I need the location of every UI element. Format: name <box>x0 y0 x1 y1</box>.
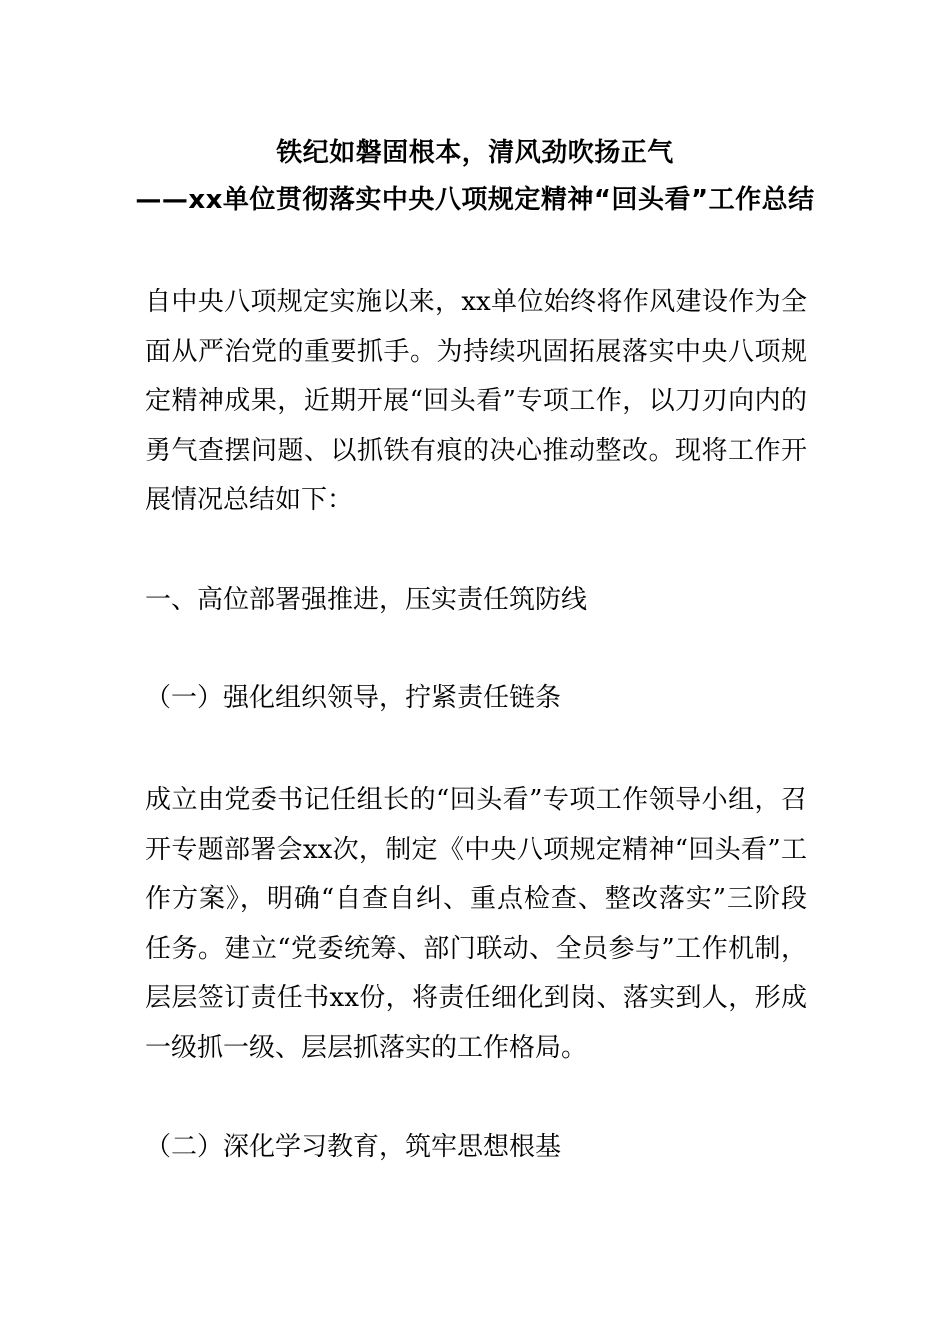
subsection-heading-1: （一）强化组织领导，拧紧责任链条 <box>145 683 562 713</box>
body-paragraph-1: 成立由党委书记任组长的“回头看”专项工作领导小组，召开专题部署会xx次，制定《中央八项规定精神“回头看”工作方案》，明确“自查自纠、重点检查、整改落实”三阶段任务。建立“党委统筹、部门联动、全员参与”工作机制，层层签订责任书xx份，将责任细化到岗、落实到人，形成一级抓一级、层层抓落实的工作格局。 <box>145 785 807 1063</box>
subsection-heading-2: （二）深化学习教育，筑牢思想根基 <box>145 1132 562 1162</box>
intro-paragraph: 自中央八项规定实施以来，xx单位始终将作风建设作为全面从严治党的重要抓手。为持续巩固拓展落实中央八项规定精神成果，近期开展“回头看”专项工作，以刀刃向内的勇气查摆问题、以抓铁有痕的决心推动整改。现将工作开展情况总结如下： <box>145 287 807 515</box>
document-subtitle: ——xx单位贯彻落实中央八项规定精神“回头看”工作总结 <box>135 185 815 215</box>
section-heading-1: 一、高位部署强推进，压实责任筑防线 <box>145 585 588 615</box>
document-title: 铁纪如磐固根本，清风劲吹扬正气 <box>276 138 674 168</box>
